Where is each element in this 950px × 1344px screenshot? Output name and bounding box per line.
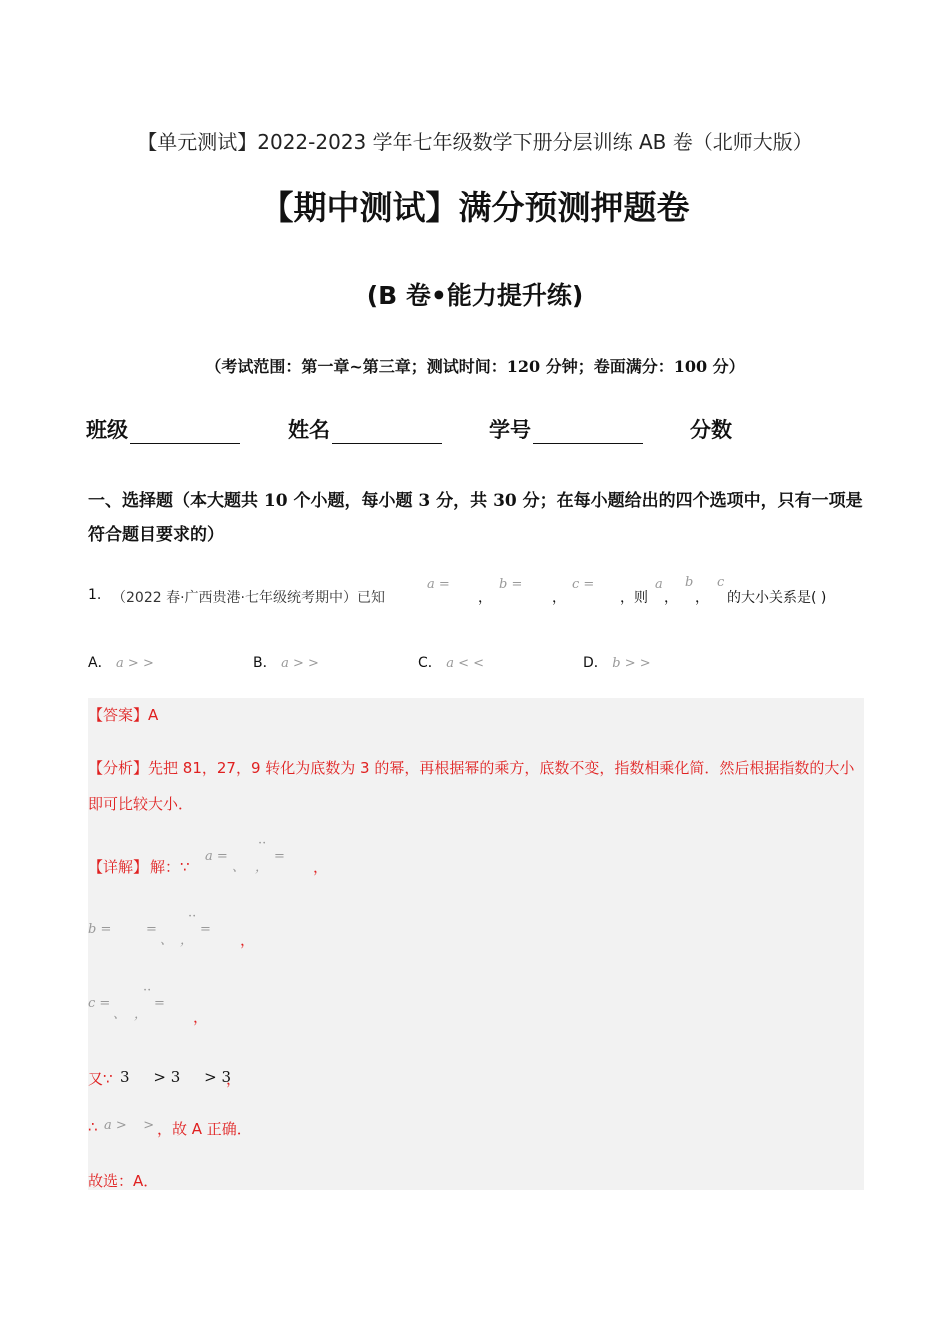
answer-value: A: [148, 706, 159, 724]
math-var-b: b: [685, 575, 694, 590]
detail-eq: =: [200, 922, 211, 937]
class-label: 班级: [86, 418, 128, 442]
comma: ，: [695, 590, 709, 606]
detail-sep: 、: [232, 860, 246, 875]
math-var-c: c: [717, 575, 725, 590]
math-var-a: a: [655, 577, 663, 592]
detail-prefix: 又∵: [88, 1070, 113, 1088]
option-label: B．: [253, 655, 277, 671]
answer-line: [88, 704, 158, 725]
option-expr: a < <: [446, 656, 485, 671]
name-field: [288, 414, 442, 444]
question-number: 1.: [88, 587, 102, 603]
detail-dots: ··: [143, 983, 152, 998]
detail-dots: ··: [258, 836, 267, 851]
page-title: 【期中测试】满分预测押题卷: [260, 188, 690, 227]
detail-conclusion: ，故 A 正确．: [157, 1120, 252, 1138]
option-label: A．: [88, 655, 112, 671]
option-label: C．: [418, 655, 442, 671]
comma: ，: [478, 590, 492, 606]
detail-eq: =: [274, 849, 285, 864]
detail-conclusion-expr: a > >: [104, 1118, 155, 1133]
question-source: （2022 春·广西贵港·七年级统考期中）已知: [112, 590, 385, 606]
detail-math-a: a =: [205, 849, 228, 864]
detail-sep: 、: [113, 1007, 127, 1022]
math-c-eq: c =: [572, 577, 595, 592]
math-b-eq: b =: [499, 577, 523, 592]
id-blank: [533, 421, 643, 444]
option-expr: a > >: [281, 656, 319, 671]
comma: ，: [664, 590, 678, 606]
comma: ，: [552, 590, 566, 606]
detail-comma: ，: [180, 933, 194, 948]
option-expr: a > >: [116, 656, 154, 671]
class-blank: [130, 421, 240, 444]
question-tail: 的大小关系是( ): [727, 590, 827, 606]
detail-math-b: b =: [88, 922, 112, 937]
analysis-paragraph: [88, 750, 858, 822]
section-heading: 一、选择题（本大题共 10 个小题，每小题 3 分，共 30 分；在每小题给出的四个选项中，只有一项是符合题目要求的）: [88, 491, 863, 545]
detail-tag: 【详解】: [88, 858, 149, 876]
class-field: [86, 414, 240, 444]
id-label: 学号: [489, 418, 531, 442]
id-field: [489, 414, 643, 444]
then-text: ，则: [620, 590, 648, 606]
score-label: 分数: [690, 418, 732, 442]
math-a-eq: a =: [427, 577, 450, 592]
detail-comma: ，: [134, 1007, 148, 1022]
detail-eq: =: [146, 922, 157, 937]
page-subtitle: (B 卷•能力提升练): [366, 281, 584, 310]
detail-comma: ，: [255, 860, 269, 875]
detail-dots: ··: [188, 909, 197, 924]
analysis-text: 先把 81，27，9 转化为底数为 3 的幂，再根据幂的乘方，底数不变，指数相乘化简．然后根据指数的大小即可比较大小．: [88, 759, 855, 813]
final-choice: 故选：A．: [88, 1172, 159, 1190]
detail-end: ，: [226, 1070, 242, 1088]
exam-scope: （考试范围：第一章~第三章；测试时间：120 分钟；卷面满分：100 分）: [205, 357, 745, 376]
score-field: [690, 414, 732, 444]
detail-sep: 、: [160, 933, 174, 948]
detail-prefix: 解：∵: [150, 858, 190, 876]
detail-end: ，: [193, 1008, 209, 1026]
option-expr: b > >: [612, 656, 651, 671]
series-title: 【单元测试】2022-2023 学年七年级数学下册分层训练 AB 卷（北师大版）: [137, 130, 813, 154]
option-a[interactable]: [88, 652, 154, 672]
detail-end: ，: [313, 858, 329, 876]
name-label: 姓名: [288, 418, 330, 442]
option-label: D．: [583, 655, 608, 671]
analysis-tag: 【分析】: [88, 759, 149, 777]
name-blank: [332, 421, 442, 444]
option-b[interactable]: [253, 652, 319, 672]
detail-eq: =: [154, 996, 165, 1011]
answer-tag: 【答案】: [88, 706, 149, 724]
detail-end: ，: [240, 931, 256, 949]
detail-prefix: ∴: [88, 1118, 98, 1136]
option-d[interactable]: [583, 652, 651, 672]
option-c[interactable]: [418, 652, 484, 672]
detail-inequality: 3 > 3 > 3: [120, 1068, 231, 1086]
detail-math-c: c =: [88, 996, 111, 1011]
